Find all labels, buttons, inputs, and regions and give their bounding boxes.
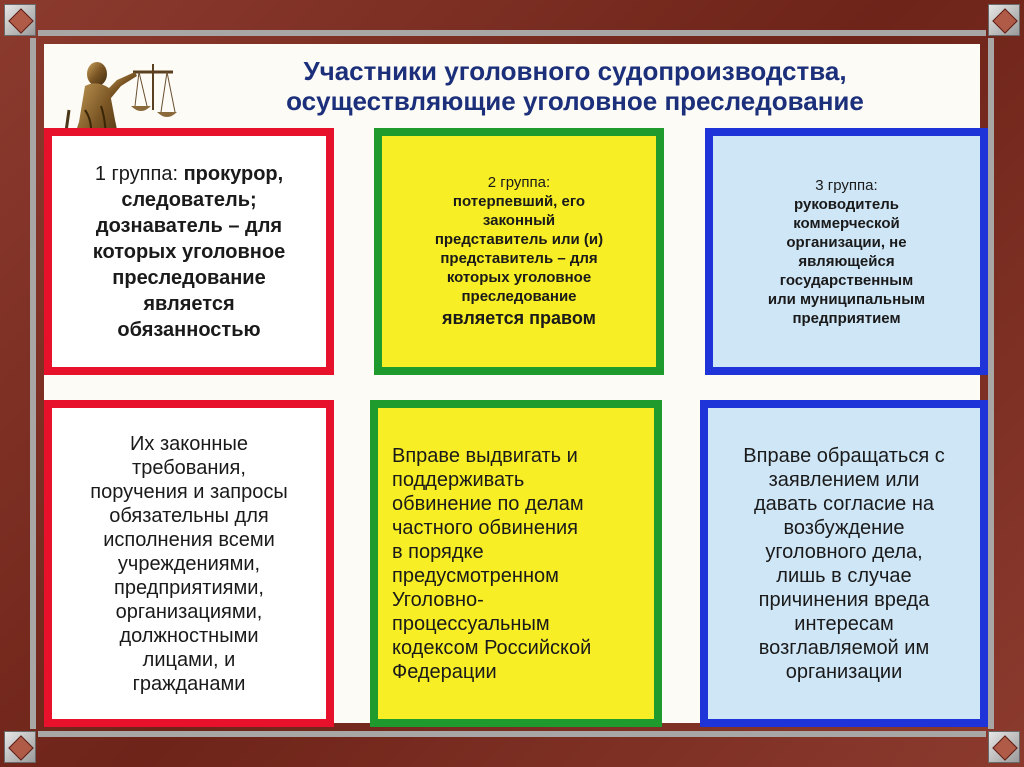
- group-members: государственным: [779, 271, 914, 289]
- description-line: возглавляемой им: [758, 636, 930, 659]
- group-members: которых уголовное: [446, 269, 592, 286]
- description-line: процессуальным: [392, 612, 550, 635]
- description-line: Их законные: [130, 432, 248, 455]
- group-members: следователь;: [121, 188, 257, 211]
- group-2-card: [374, 128, 664, 375]
- group-label: 3 группа:: [815, 176, 878, 194]
- group-members: руководитель: [794, 195, 899, 213]
- group-2-description: [370, 400, 662, 727]
- group-members: являющейся: [798, 252, 895, 270]
- description-line: организациями,: [115, 600, 263, 623]
- description-line: предприятиями,: [114, 576, 264, 599]
- group-3-description: [700, 400, 988, 727]
- description-line: давать согласие на: [753, 492, 935, 515]
- description-line: лишь в случае: [776, 564, 912, 587]
- description-line: обвинение по делам: [392, 492, 584, 515]
- group-label: 2 группа:: [487, 174, 551, 191]
- group-members: представитель или (и): [434, 231, 604, 248]
- description-line: заявлением или: [768, 468, 920, 491]
- group-3-card: [705, 128, 988, 375]
- description-line: поручения и запросы: [90, 480, 288, 503]
- description-line: организации: [785, 660, 903, 683]
- slide-title: [190, 56, 960, 116]
- group-members: представитель – для: [440, 250, 598, 267]
- description-line: поддерживать: [392, 468, 525, 491]
- description-line: гражданами: [132, 672, 246, 695]
- description-line: частного обвинения: [392, 516, 578, 539]
- group-members: дознаватель – для: [95, 214, 283, 237]
- group-members: которых уголовное: [92, 240, 286, 263]
- corner-ornament: [4, 731, 36, 763]
- group-members: преследование: [461, 288, 577, 305]
- description-line: требования,: [132, 456, 246, 479]
- group-members: организации, не: [786, 233, 907, 251]
- group-1-card: [44, 128, 334, 375]
- description-line: лицами, и: [142, 648, 236, 671]
- description-line: уголовного дела,: [765, 540, 923, 563]
- description-line: Уголовно-: [392, 588, 484, 611]
- group-members: является: [143, 292, 235, 315]
- description-line: обязательны для: [109, 504, 269, 527]
- title-line-2: осуществляющие уголовное преследование: [286, 86, 864, 116]
- title-line-1: Участники уголовного судопроизводства,: [303, 56, 847, 86]
- frame-stripe-top: [38, 30, 986, 36]
- group-members: предприятием: [792, 309, 901, 327]
- corner-ornament: [4, 4, 36, 36]
- description-line: учреждениями,: [117, 552, 261, 575]
- group-members: или муниципальным: [767, 290, 926, 308]
- description-line: должностными: [119, 624, 259, 647]
- description-line: в порядке: [392, 540, 484, 563]
- group-members: коммерческой: [793, 214, 900, 232]
- group-members: обязанностью: [117, 318, 261, 341]
- corner-ornament: [988, 731, 1020, 763]
- description-line: интересам: [794, 612, 894, 635]
- description-line: предусмотренном: [392, 564, 559, 587]
- frame-stripe-right: [988, 38, 994, 729]
- description-line: исполнения всеми: [103, 528, 275, 551]
- group-1-description: [44, 400, 334, 727]
- frame-stripe-bottom: [38, 731, 986, 737]
- frame-stripe-left: [30, 38, 36, 729]
- group-members: потерпевший, его: [452, 193, 586, 210]
- description-line: возбуждение: [783, 516, 905, 539]
- description-line: кодексом Российской: [392, 636, 592, 659]
- description-line: Федерации: [392, 660, 497, 683]
- description-line: Вправе выдвигать и: [392, 444, 578, 467]
- group-members: прокурор,: [183, 162, 284, 185]
- group-label: 1 группа:: [94, 162, 179, 185]
- group-emphasis: является правом: [442, 308, 596, 328]
- group-members: законный: [482, 212, 556, 229]
- corner-ornament: [988, 4, 1020, 36]
- description-line: причинения вреда: [758, 588, 930, 611]
- description-line: Вправе обращаться с: [743, 444, 945, 467]
- group-members: преследование: [112, 266, 266, 289]
